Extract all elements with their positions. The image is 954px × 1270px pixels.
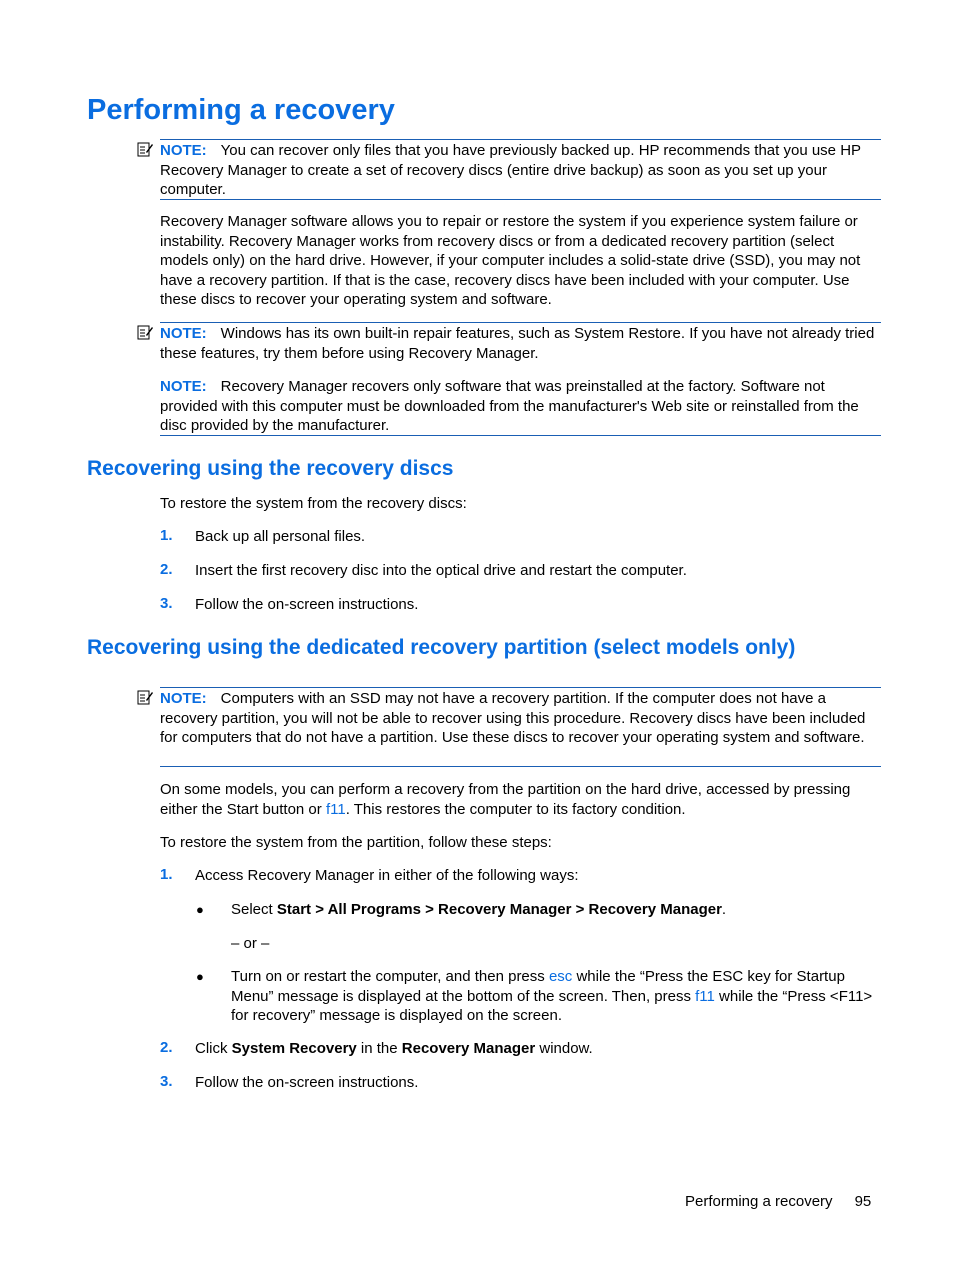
note-label: NOTE: xyxy=(160,690,207,707)
step-number: 2. xyxy=(160,561,173,578)
bullet: ● xyxy=(196,969,204,984)
note-icon xyxy=(137,324,153,340)
note-box xyxy=(160,139,881,200)
section-heading: Recovering using the dedicated recovery partition (select models only) xyxy=(87,636,796,659)
section-heading: Recovering using the recovery discs xyxy=(87,457,454,480)
step-number: 1. xyxy=(160,866,173,883)
note-text: NOTE: Recovery Manager recovers only software that was preinstalled at the factory. Software not provided with this computer must be downloaded from the manufacturer's Web site or reinstalled from the disc provided by the manufacturer. xyxy=(160,378,859,434)
note-box xyxy=(160,687,881,767)
page-title: Performing a recovery xyxy=(87,94,395,126)
note-text: NOTE: Windows has its own built-in repair features, such as System Restore. If you have not already tried these features, try them before using Recovery Manager. xyxy=(160,325,875,362)
step-text: Follow the on-screen instructions. xyxy=(195,1074,419,1091)
note-text: NOTE: Computers with an SSD may not have a recovery partition. If the computer does not have a recovery partition, you will not be able to recover using this procedure. Recovery discs have been included for computers that do not have a partition. Use these discs to recover your operating system and software. xyxy=(160,690,866,746)
partition-paragraph: On some models, you can perform a recovery from the partition on the hard drive, accessed by pressing either the Start button or f11. This restores the computer to its factory condition. xyxy=(160,781,851,818)
step-text: Follow the on-screen instructions. xyxy=(195,596,419,613)
bullet: ● xyxy=(196,902,204,917)
key-esc: esc xyxy=(548,968,573,985)
note-label: NOTE: xyxy=(160,325,207,342)
note-icon xyxy=(137,689,153,705)
section-lead: To restore the system from the recovery discs: xyxy=(160,495,467,512)
step-number: 2. xyxy=(160,1039,173,1056)
note-label: NOTE: xyxy=(160,142,207,159)
note-text: NOTE: You can recover only files that you have previously backed up. HP recommends that you use HP Recovery Manager to create a set of recovery discs (entire drive backup) as soon as you set up your computer. xyxy=(160,142,861,198)
step-text: Click System Recovery in the Recovery Manager window. xyxy=(195,1040,593,1057)
step-text: Insert the first recovery disc into the optical drive and restart the computer. xyxy=(195,562,687,579)
step-text: Access Recovery Manager in either of the following ways: xyxy=(195,867,579,884)
intro-paragraph: Recovery Manager software allows you to repair or restore the system if you experience system failure or instability. Recovery Manager works from recovery discs or from a dedicated recovery partition (select models only) on the hard drive. However, if your computer includes a solid-state drive (SSD), you may not have a recovery partition. If that is the case, recovery discs have been included with your computer. Use these discs to recover your operating system and software. xyxy=(160,213,861,308)
step-number: 3. xyxy=(160,595,173,612)
or-separator: – or – xyxy=(231,935,270,952)
bullet-text: Select Start > All Programs > Recovery Manager > Recovery Manager. xyxy=(231,901,727,918)
note-icon xyxy=(137,141,153,157)
step-number: 3. xyxy=(160,1073,173,1090)
note-label: NOTE: xyxy=(160,378,207,395)
key-f11: f11 xyxy=(695,987,715,1005)
key-f11: f11 xyxy=(325,800,346,818)
section-lead: To restore the system from the partition, follow these steps: xyxy=(160,834,552,851)
page-number: 95 xyxy=(854,1193,872,1210)
page-footer xyxy=(685,1193,871,1210)
step-text: Back up all personal files. xyxy=(195,528,366,545)
note-box xyxy=(160,322,881,436)
footer-section: Performing a recovery xyxy=(685,1193,833,1210)
bullet-text: Turn on or restart the computer, and then press esc while the “Press the ESC key for Startup Menu” message is displayed at the bottom of the screen. Then, press f11 while the “Press <F11> for recovery” message is displayed on the screen. xyxy=(231,968,873,1024)
step-number: 1. xyxy=(160,527,173,544)
